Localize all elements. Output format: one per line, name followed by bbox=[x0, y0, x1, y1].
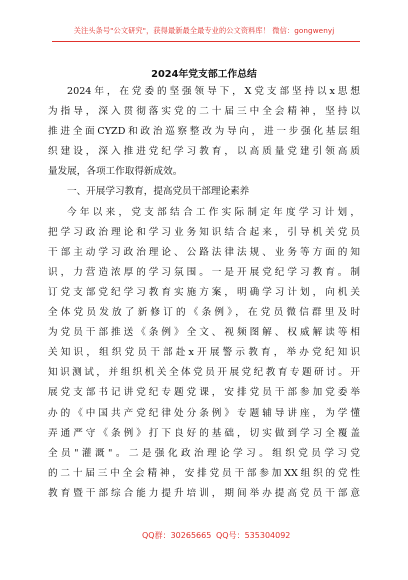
paragraph-line: 教育暨干部综合能力提升培训，期间举办提高党员干部意 bbox=[48, 487, 360, 499]
paragraph-line: 关知识，组织党员干部赴x开展警示教育，举办党纪知识 bbox=[48, 347, 360, 359]
header-divider bbox=[52, 41, 360, 42]
paragraph-line: 2024年，在党委的坚强领导下，X党支部坚持以x思想 bbox=[67, 86, 360, 97]
paragraph-line: 干部主动学习政治理论、公路法律法规、业务等方面的知 bbox=[48, 246, 360, 258]
paragraph-line: 全员"灌溉"。二是强化政治理论学习。组织党员学习党 bbox=[48, 447, 360, 459]
paragraph-line: 为党员干部推送《条例》全文、视频图解、权威解读等相 bbox=[48, 327, 360, 339]
paragraph-line: 今年以来，党支部结合工作实际制定年度学习计划， bbox=[67, 206, 360, 218]
header-banner: 关注头条号"公文研究"，获得最新最全最专业的公文资料库！ 微信：gongwenyj bbox=[73, 26, 335, 35]
footer bbox=[0, 530, 408, 544]
paragraph-line: 量发展，各项工作取得新成效。 bbox=[48, 166, 183, 178]
document-body bbox=[48, 82, 360, 504]
paragraph-line: 的二十届三中全会精神，安排党员干部参加XX组织的党性 bbox=[48, 467, 360, 479]
paragraph-line: 弄通严守《条例》打下良好的基础，切实做到学习全覆盖 bbox=[48, 427, 360, 439]
paragraph-line: 全体党员发放了新修订的《条例》，在党员微信群里及时 bbox=[48, 307, 360, 319]
section-heading: 一、开展学习教育，提高党员干部理论素养 bbox=[67, 186, 250, 198]
paragraph-line: 推进全面CYZD和政治巡察整改为导向，进一步强化基层组 bbox=[48, 126, 360, 138]
document-title: 2024年党支部工作总结 bbox=[151, 69, 257, 80]
paragraph-line: 把学习政治理论和学习业务知识结合起来，引导机关党员 bbox=[48, 226, 360, 238]
paragraph-line: 织建设，深入推进党纪学习教育，以高质量党建引领高质 bbox=[48, 146, 360, 158]
qq-number-label: QQ号：535304092 bbox=[216, 531, 291, 540]
paragraph-line: 展党支部书记讲党纪专题党课，安排党员干部参加党委举 bbox=[48, 387, 360, 399]
paragraph-line: 为指导，深入贯彻落实党的二十届三中全会精神，坚持以 bbox=[48, 106, 360, 118]
paragraph-line: 办的《中国共产党纪律处分条例》专题辅导讲座，为学懂 bbox=[48, 407, 360, 419]
paragraph-line: 知识测试，并组织机关全体党员开展党纪教育专题研讨。开 bbox=[48, 367, 360, 379]
qq-group-label: QQ群：30265665 bbox=[142, 531, 212, 540]
paragraph-line: 订党支部党纪学习教育实施方案，明确学习计划，向机关 bbox=[48, 286, 360, 298]
paragraph-line: 识，力营造浓厚的学习氛围。一是开展党纪学习教育。制 bbox=[48, 266, 360, 278]
